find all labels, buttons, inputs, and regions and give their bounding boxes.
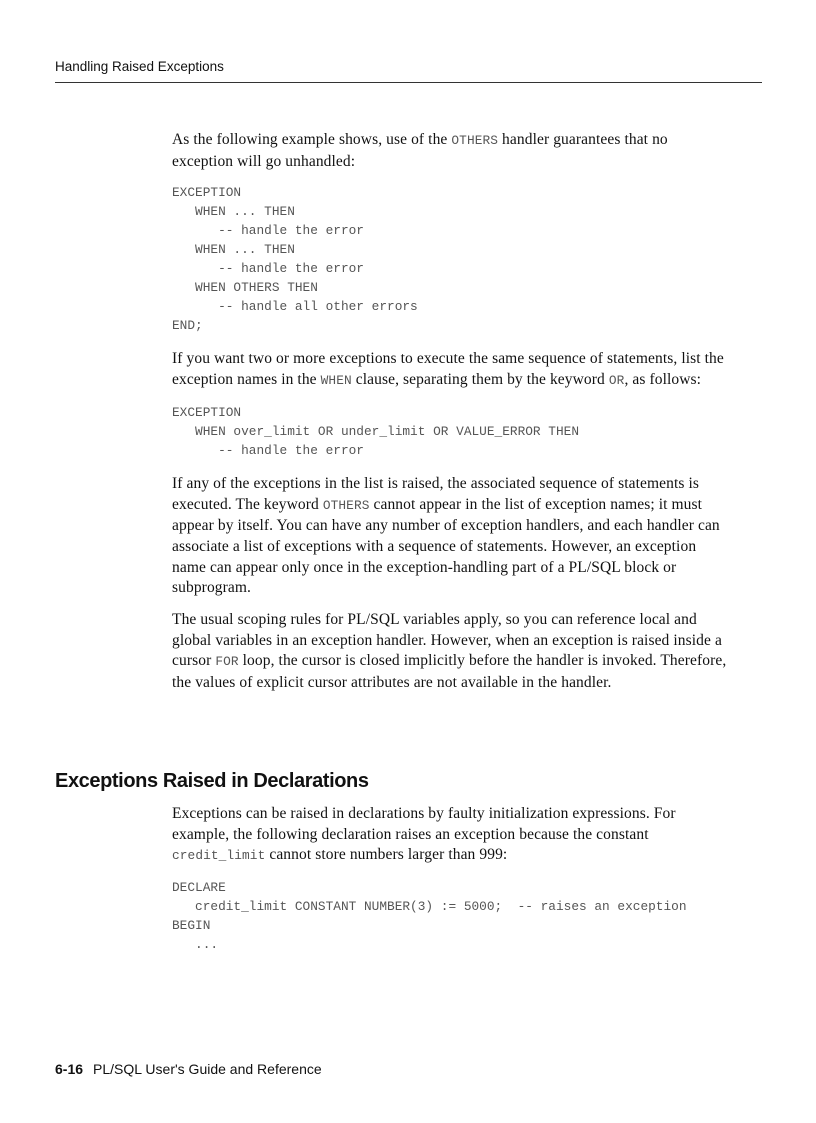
code-line: WHEN OTHERS THEN	[172, 280, 318, 296]
code-line: WHEN ... THEN	[172, 204, 295, 220]
code-line: DECLARE	[172, 880, 226, 896]
code-line: -- handle all other errors	[172, 299, 418, 315]
code-line: BEGIN	[172, 918, 211, 934]
para3-text-1: If any of the exceptions in the list is raised, the associated sequence of statements is executed. The keyword	[172, 474, 700, 513]
section-content	[172, 804, 732, 968]
page-footer	[55, 1061, 322, 1077]
page-number: 6-16	[55, 1061, 84, 1077]
book-title: PL/SQL User's Guide and Reference	[93, 1061, 322, 1077]
para2-text-2: clause, separating them by the keyword	[351, 371, 609, 389]
scoping-rules-paragraph	[172, 610, 732, 694]
code-line: WHEN ... THEN	[172, 242, 295, 258]
code-line: -- handle the error	[172, 223, 364, 239]
para5-text-1: Exceptions can be raised in declarations by faulty initialization expressions. For example, the following declaration raises an exception because the constant	[172, 805, 676, 843]
para2-text-3: , as follows:	[624, 371, 702, 389]
para5-text-2: cannot store numbers larger than 999:	[265, 846, 508, 864]
para4-text-1: The usual scoping rules for PL/SQL variables apply, so you can reference local and global variables in an exception handler. However, when an exception is raised inside a cursor	[172, 611, 722, 670]
code-line: EXCEPTION	[172, 185, 242, 201]
inline-code-credit-limit: credit_limit	[172, 848, 266, 864]
para4-text-2: loop, the cursor is closed implicitly before the handler is invoked. Therefore, the values of explicit cursor attributes are not available in the handler.	[172, 652, 727, 692]
code-line: WHEN over_limit OR under_limit OR VALUE_ERROR THEN	[172, 423, 580, 439]
para3-text-2: cannot appear in the list of exception names; it must appear by itself. You can have any number of exception handlers, and each handler can associate a list of exceptions with a sequence of statements. However, an exception name can appear only once in the exception-handling part of a PL/SQL block or subprogram.	[172, 495, 720, 597]
intro-paragraph	[172, 130, 732, 172]
intro-text-2: handler guarantees that no exception will go unhandled:	[172, 131, 668, 170]
declarations-paragraph	[172, 804, 732, 867]
code-line: EXCEPTION	[172, 404, 242, 420]
main-content	[172, 130, 732, 705]
para2-text-1: If you want two or more exceptions to execute the same sequence of statements, list the exception names in the	[172, 350, 724, 389]
code-line: credit_limit CONSTANT NUMBER(3) := 5000; -- raises an exception	[172, 899, 687, 915]
running-header: Handling Raised Exceptions	[55, 59, 224, 74]
code-block-others	[172, 183, 732, 335]
intro-text-1: As the following example shows, use of the	[172, 131, 452, 148]
multiple-exceptions-paragraph	[172, 349, 732, 391]
code-line: ...	[172, 937, 219, 953]
code-block-declare	[172, 878, 732, 954]
code-line: END;	[172, 318, 203, 334]
inline-code-when: WHEN	[320, 373, 352, 389]
code-line: -- handle the error	[172, 261, 364, 277]
section-heading: Exceptions Raised in Declarations	[55, 770, 369, 792]
header-rule	[55, 82, 762, 83]
inline-code-others: OTHERS	[451, 133, 499, 148]
inline-code-or: OR	[608, 373, 625, 389]
handler-rules-paragraph	[172, 474, 732, 599]
inline-code-for: FOR	[215, 654, 239, 670]
code-block-when-or	[172, 403, 732, 460]
code-line: -- handle the error	[172, 442, 364, 458]
inline-code-others: OTHERS	[322, 497, 370, 513]
